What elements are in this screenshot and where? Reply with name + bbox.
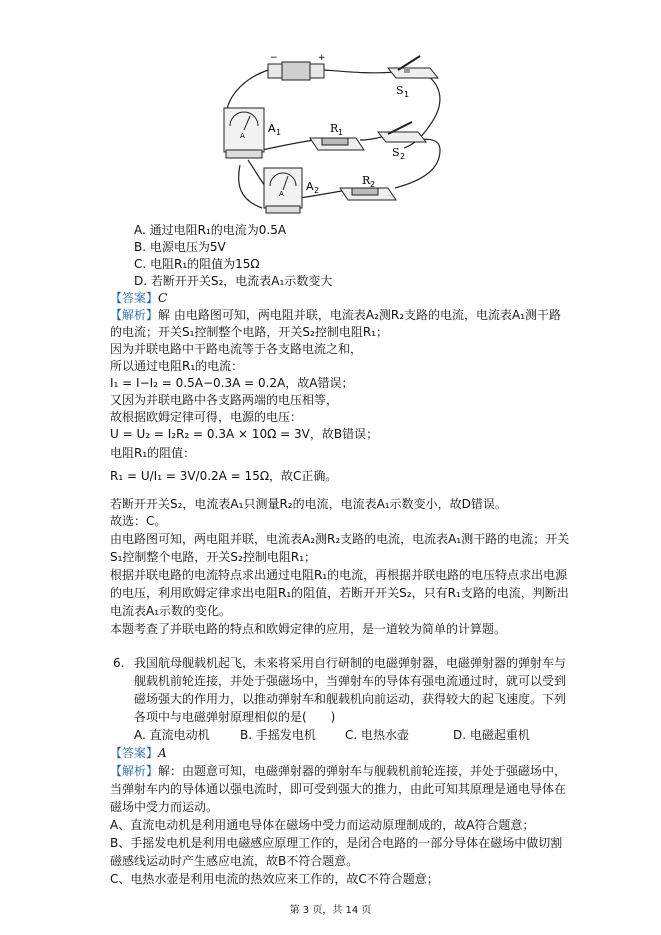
q6-analysis-line-5: 磁感线运动时产生感应电流，故B不符合题意。 xyxy=(110,854,359,868)
switch-s2 xyxy=(378,122,426,161)
q5-answer-value: C xyxy=(158,291,168,305)
q6-analysis-label: 【解析】 xyxy=(110,764,159,778)
q5-option-c: C. 电阻R₁的阻值为15Ω xyxy=(134,257,260,271)
q6-analysis-text-0: 解：由题意可知，电磁弹射器的弹射车与舰载机前轮连接，并处于强磁场中， xyxy=(158,764,567,778)
a1-label-sub: 1 xyxy=(276,128,282,137)
switch-s1 xyxy=(388,56,438,99)
r1-label-sub: 1 xyxy=(338,128,344,137)
q5-analysis-line-3: 所以通过电阻R₁的电流： xyxy=(110,359,244,373)
q6-option-d: D. 电磁起重机 xyxy=(453,728,530,742)
q5-analysis-line-4: I₁ = I−I₂ = 0.5A−0.3A = 0.2A，故A错误； xyxy=(110,376,354,390)
q6-stem-line-2: 磁场强大的作用力，以推动弹射车和舰载机向前运动，获得较大的起飞速度。下列 xyxy=(134,692,567,706)
q5-analysis-line-9: R₁ = U/I₁ = 3V/0.2A = 15Ω，故C正确。 xyxy=(110,469,338,483)
q6-analysis-line-0 xyxy=(110,763,566,779)
q5-analysis-line-6: 故根据欧姆定律可得，电源的电压： xyxy=(110,410,303,424)
q5-analysis-line-16: 电流表A₁示数的变化。 xyxy=(110,604,232,618)
q6-stem-line-3: 各项中与电磁弹射原理相似的是( ) xyxy=(134,710,336,724)
q6-answer-value: A xyxy=(158,746,167,760)
q6-analysis-line-4: B、手摇发电机是利用电磁感应原理工作的，是闭合电路的一部分导体在磁场中做切割 xyxy=(110,836,563,850)
q5-analysis-line-5: 又因为并联电路中各支路两端的电压相等， xyxy=(110,393,339,407)
q5-analysis-text-0: 解 由电路图可知，两电阻并联，电流表A₂测R₂支路的电流，电流表A₁测干路 xyxy=(158,308,562,322)
q5-analysis-line-8: 电阻R₁的阻值： xyxy=(110,446,196,460)
q6-answer-line xyxy=(110,745,167,761)
q6-option-a: A. 直流电动机 xyxy=(134,728,210,742)
q5-option-a: A. 通过电阻R₁的电流为0.5A xyxy=(134,223,287,237)
ammeter-a2 xyxy=(264,168,319,213)
r2-label-sub: 2 xyxy=(370,180,376,189)
q5-analysis-line-12: 由电路图可知，两电阻并联，电流表A₂测R₂支路的电流，电流表A₁测干路的电流；开关 xyxy=(110,532,570,546)
wire-r2-s2 xyxy=(395,139,440,188)
s2-label-sub: 2 xyxy=(400,152,406,161)
q5-analysis-line-14: 根据并联电路的电流特点求出通过电阻R₁的电流，再根据并联电路的电压特点求出电源 xyxy=(110,568,568,582)
a1-label: A xyxy=(268,122,276,135)
q5-option-d: D. 若断开开关S₂，电流表A₁示数变大 xyxy=(134,274,333,288)
q6-stem-line-0: 我国航母舰载机起飞，未来将采用自行研制的电磁弹射器，电磁弹射器的弹射车与 xyxy=(134,656,567,670)
s1-label-sub: 1 xyxy=(404,90,410,99)
a2-dial-letter: A xyxy=(279,190,284,198)
q5-analysis-line-13: S₁控制整个电路，开关S₂控制电阻R₁； xyxy=(110,550,317,564)
a2-label: A xyxy=(306,180,314,193)
q5-analysis-line-10: 若断开开关S₂，电流表A₁只测量R₂的电流，电流表A₁示数变小，故D错误。 xyxy=(110,497,507,511)
q5-analysis-line-17: 本题考查了并联电路的特点和欧姆定律的应用，是一道较为简单的计算题。 xyxy=(110,622,507,636)
q6-option-b: B. 手摇发电机 xyxy=(240,728,316,742)
q5-option-b: B. 电源电压为5V xyxy=(134,240,226,254)
q5-analysis-line-15: 的电压，利用欧姆定律求出电阻R₁的阻值，若断开开关S₂，只有R₁支路的电流，判断出 xyxy=(110,586,569,600)
wire-battery-s1 xyxy=(324,70,395,73)
ammeter-a1 xyxy=(224,108,281,158)
wire-a1-r1 xyxy=(262,140,315,150)
s2-label: S xyxy=(392,146,400,159)
circuit-diagram xyxy=(0,0,661,230)
q5-analysis-label: 【解析】 xyxy=(110,308,159,322)
q5-analysis-line-0 xyxy=(110,307,561,323)
q5-analysis-line-2: 因为并联电路中干路电流等于各支路电流之和， xyxy=(110,342,363,356)
r2-label: R xyxy=(362,174,371,187)
q5-analysis-line-1: 的电流；开关S₁控制整个电路，开关S₂控制电阻R₁； xyxy=(110,325,389,339)
q6-analysis-line-3: A、直流电动机是利用通电导体在磁场中受力而运动原理制成的，故A符合题意； xyxy=(110,818,535,832)
wire-a1-a2-b xyxy=(239,165,262,208)
q5-analysis-line-11: 故选：C。 xyxy=(110,514,167,528)
resistor-r1 xyxy=(310,122,364,150)
battery-minus-label: − xyxy=(270,53,278,63)
q6-analysis-line-6: C、电热水壶是利用电流的热效应来工作的，故C不符合题意； xyxy=(110,872,439,886)
q5-analysis-line-7: U = U₂ = I₂R₂ = 0.3A × 10Ω = 3V，故B错误； xyxy=(110,427,379,441)
q6-number: 6. xyxy=(113,656,125,670)
battery-plus-label: + xyxy=(318,53,326,63)
q6-answer-label: 【答案】 xyxy=(110,746,159,760)
q6-stem-line-1: 舰载机前轮连接，并处于强磁场中，当弹射车的导体有强电流通过时，就可以受到 xyxy=(134,674,567,688)
q6-option-c: C. 电热水壶 xyxy=(345,728,410,742)
battery xyxy=(268,53,326,80)
q5-answer-line xyxy=(110,290,167,306)
r1-label: R xyxy=(330,122,339,135)
resistor-r2 xyxy=(340,174,396,200)
q6-analysis-line-1: 当弹射车内的导体通以强电流时，即可受到强大的推力，由此可知其原理是通电导体在 xyxy=(110,782,567,796)
a2-label-sub: 2 xyxy=(314,186,320,195)
q5-answer-label: 【答案】 xyxy=(110,291,159,305)
q6-analysis-line-2: 磁场中受力而运动。 xyxy=(110,800,219,814)
page-footer: 第 3 页，共 14 页 xyxy=(289,905,372,916)
s1-label: S xyxy=(396,84,404,97)
a1-dial-letter: A xyxy=(240,132,245,140)
